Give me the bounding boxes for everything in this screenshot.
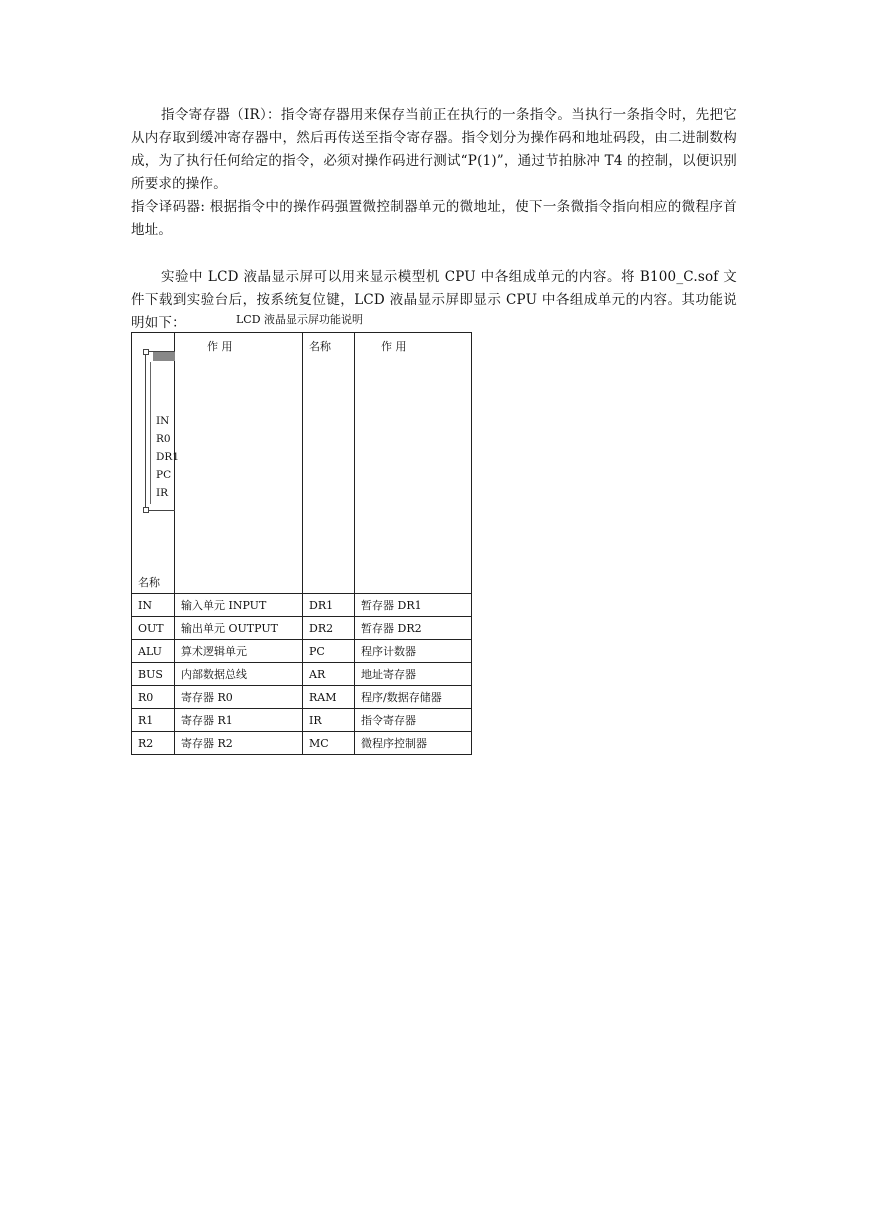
cell-function: 寄存器 R2 bbox=[175, 732, 303, 755]
table-row bbox=[132, 617, 472, 640]
cell-name: RAM bbox=[303, 686, 355, 709]
cell-name: BUS bbox=[132, 663, 175, 686]
header-function-2: 作 用 bbox=[381, 340, 407, 353]
cell-function: 指令寄存器 bbox=[355, 709, 472, 732]
table-row bbox=[132, 732, 472, 755]
table-caption: LCD 液晶显示屏功能说明 bbox=[236, 313, 364, 326]
cell-name: PC bbox=[303, 640, 355, 663]
header-cell-name-with-lcd-thumbnail bbox=[132, 333, 180, 594]
cell-name: R0 bbox=[132, 686, 175, 709]
header-name-2: 名称 bbox=[309, 340, 331, 353]
lcd-function-table bbox=[131, 332, 472, 755]
frame-corner bbox=[143, 349, 149, 355]
cell-name: R2 bbox=[132, 732, 175, 755]
cell-function: 输出单元 OUTPUT bbox=[175, 617, 303, 640]
lcd-inner-line bbox=[150, 362, 151, 504]
header-cell bbox=[175, 333, 303, 594]
cell-function: 程序计数器 bbox=[355, 640, 472, 663]
cell-name: R1 bbox=[132, 709, 175, 732]
table-row bbox=[132, 663, 472, 686]
cell-name: ALU bbox=[132, 640, 175, 663]
lcd-label: DR1 bbox=[156, 451, 180, 463]
paragraph-instruction-register: 指令寄存器（IR）：指令寄存器用来保存当前正在执行的一条指令。当执行一条指令时，先把它从内存取到缓冲寄存器中，然后再传送至指令寄存器。指令划分为操作码和地址码段，由二进制数构成，为了执行任何给定的指令，必须对操作码进行测试“P(1)”，通过节拍脉冲 T4 的控制，以便识别所要求的操作。 bbox=[131, 107, 737, 192]
cell-name: MC bbox=[303, 732, 355, 755]
cell-function: 暂存器 DR1 bbox=[355, 594, 472, 617]
lcd-label: R0 bbox=[156, 433, 171, 445]
cell-name: DR1 bbox=[303, 594, 355, 617]
paragraph-instruction-decoder: 指令译码器: 根据指令中的操作码强置微控制器单元的微地址，使下一条微指令指向相应的微程序首地址。 bbox=[131, 199, 737, 238]
cell-function: 算术逻辑单元 bbox=[175, 640, 303, 663]
table-row bbox=[132, 709, 472, 732]
cell-function: 内部数据总线 bbox=[175, 663, 303, 686]
table-header-row bbox=[132, 333, 472, 594]
cell-function: 地址寄存器 bbox=[355, 663, 472, 686]
cell-function: 寄存器 R1 bbox=[175, 709, 303, 732]
table-row bbox=[132, 686, 472, 709]
header-function-1: 作 用 bbox=[207, 340, 233, 353]
cell-name: IR bbox=[303, 709, 355, 732]
paragraph-lcd-intro: 实验中 LCD 液晶显示屏可以用来显示模型机 CPU 中各组成单元的内容。将 B100_C.sof 文件下载到实验台后，按系统复位键，LCD 液晶显示屏即显示 CPU 中各组成单元的内容。其功能说明如下： bbox=[131, 269, 737, 331]
cell-function: 暂存器 DR2 bbox=[355, 617, 472, 640]
lcd-label: IN bbox=[156, 415, 170, 427]
cell-function: 寄存器 R0 bbox=[175, 686, 303, 709]
lcd-label: PC bbox=[156, 469, 172, 481]
table-row bbox=[132, 640, 472, 663]
cell-name: IN bbox=[132, 594, 175, 617]
cell-function: 微程序控制器 bbox=[355, 732, 472, 755]
cell-name: AR bbox=[303, 663, 355, 686]
lcd-title-bar bbox=[153, 352, 175, 361]
header-cell bbox=[355, 333, 472, 594]
cell-function: 输入单元 INPUT bbox=[175, 594, 303, 617]
cell-name: DR2 bbox=[303, 617, 355, 640]
frame-corner bbox=[143, 507, 149, 513]
table-row bbox=[132, 594, 472, 617]
header-cell bbox=[303, 333, 355, 594]
cell-name: OUT bbox=[132, 617, 175, 640]
cell-function: 程序/数据存储器 bbox=[355, 686, 472, 709]
lcd-screen-thumbnail bbox=[132, 333, 180, 593]
header-name-1: 名称 bbox=[138, 576, 160, 589]
lcd-label: IR bbox=[156, 487, 169, 499]
